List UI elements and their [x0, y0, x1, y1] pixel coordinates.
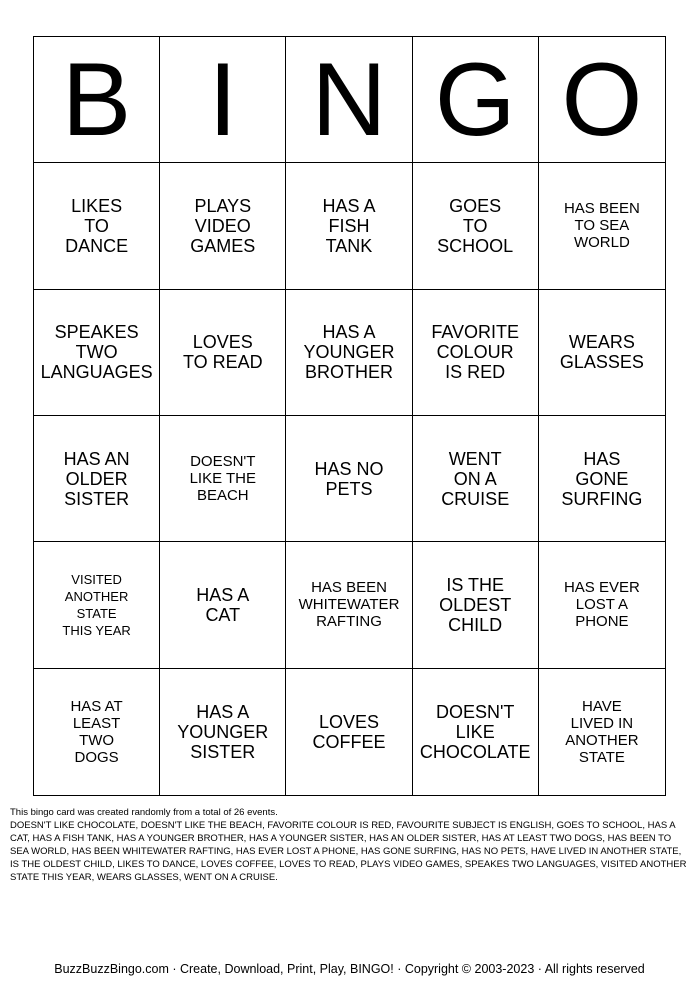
square-text: SPEAKES TWO LANGUAGES: [40, 322, 153, 383]
square-text: WENT ON A CRUISE: [441, 448, 510, 509]
event-list-note: [10, 806, 690, 884]
bingo-square: [539, 163, 665, 289]
square-text: DOESN'T LIKE THE BEACH: [189, 453, 256, 505]
bingo-square: [539, 542, 665, 668]
bingo-square: [286, 542, 412, 668]
bingo-square: [34, 416, 160, 542]
bingo-square: [413, 163, 539, 289]
header-letter-n: N: [286, 37, 412, 163]
square-text: LOVES TO READ: [182, 332, 263, 373]
square-text: GOES TO SCHOOL: [437, 195, 514, 256]
square-text: HAS BEEN WHITEWATER RAFTING: [298, 579, 400, 631]
bingo-square: [286, 416, 412, 542]
bingo-square: [34, 163, 160, 289]
square-text: PLAYS VIDEO GAMES: [190, 195, 256, 256]
square-text: HAS A CAT: [196, 584, 250, 625]
bingo-card: [33, 36, 666, 796]
bingo-square: [160, 163, 286, 289]
square-text: HAS EVER LOST A PHONE: [563, 579, 640, 631]
square-text: VISITED ANOTHER STATE THIS YEAR: [62, 571, 131, 638]
square-text: LIKES TO DANCE: [65, 195, 129, 256]
square-text: LOVES COFFEE: [312, 711, 386, 752]
square-text: WEARS GLASSES: [559, 332, 644, 373]
square-text: HAS AT LEAST TWO DOGS: [70, 697, 123, 766]
bingo-square: [34, 290, 160, 416]
bingo-square: [286, 163, 412, 289]
bingo-square: [413, 669, 539, 795]
bingo-square: [160, 290, 286, 416]
square-text: HAS AN OLDER SISTER: [63, 448, 130, 509]
note-intro: This bingo card was created randomly from a total of 26 events.: [10, 807, 278, 818]
bingo-square: [34, 669, 160, 795]
header-letter-b: B: [34, 37, 160, 163]
bingo-square: [34, 542, 160, 668]
footer-copyright: BuzzBuzzBingo.com · Create, Download, Print, Play, BINGO! · Copyright © 2003-2023 · All rights reserved: [54, 962, 645, 976]
header-letter-o: O: [539, 37, 665, 163]
square-text: FAVORITE COLOUR IS RED: [431, 322, 520, 383]
bingo-square: [539, 669, 665, 795]
bingo-square: [286, 669, 412, 795]
bingo-square: [539, 290, 665, 416]
square-text: HAS GONE SURFING: [561, 448, 643, 509]
square-text: HAS A YOUNGER BROTHER: [303, 322, 395, 383]
header-letter-g: G: [413, 37, 539, 163]
bingo-square: [413, 542, 539, 668]
header-letter-i: I: [160, 37, 286, 163]
bingo-square: [160, 542, 286, 668]
note-events: DOESN'T LIKE CHOCOLATE, DOESN'T LIKE THE BEACH, FAVORITE COLOUR IS RED, FAVOURITE SUBJECT IS ENGLISH, GOES TO SCHOOL, HAS A CAT, HAS A FISH TANK, HAS A YOUNGER BROTHER, HAS A YOUNGER SISTER, HAS AN OLDER SISTER, HAS AT LEAST TWO DOGS, HAS BEEN TO SEA WORLD, HAS BEEN WHITEWATER RAFTING, HAS EVER LOST A PHONE, HAS GONE SURFING, HAS NO PETS, HAVE LIVED IN ANOTHER STATE, IS THE OLDEST CHILD, LIKES TO DANCE, LOVES COFFEE, LOVES TO READ, PLAYS VIDEO GAMES, SPEAKES TWO LANGUAGES, VISITED ANOTHER STATE THIS YEAR, WEARS GLASSES, WENT ON A CRUISE.: [10, 820, 687, 883]
square-text: DOESN'T LIKE CHOCOLATE: [419, 701, 531, 762]
bingo-square: [286, 290, 412, 416]
bingo-square: [160, 416, 286, 542]
bingo-square: [539, 416, 665, 542]
square-text: IS THE OLDEST CHILD: [439, 574, 512, 635]
bingo-square: [413, 416, 539, 542]
square-text: HAS A YOUNGER SISTER: [177, 701, 269, 762]
square-text: HAS BEEN TO SEA WORLD: [563, 200, 640, 252]
bingo-square: [160, 669, 286, 795]
square-text: HAS NO PETS: [314, 458, 384, 499]
square-text: HAVE LIVED IN ANOTHER STATE: [565, 697, 639, 766]
bingo-square: [413, 290, 539, 416]
square-text: HAS A FISH TANK: [322, 195, 376, 256]
